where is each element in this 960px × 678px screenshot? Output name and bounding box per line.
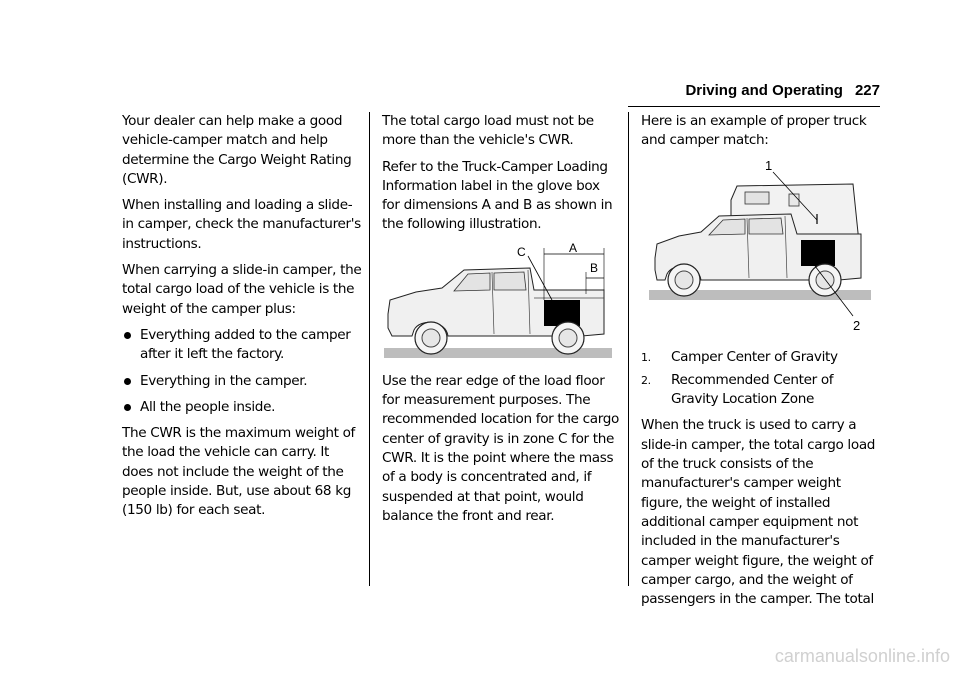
- front-wheel-hub: [422, 329, 440, 347]
- bullet-item: [122, 372, 362, 391]
- bullet-icon: [124, 378, 131, 385]
- camper-vent: [789, 194, 799, 206]
- callout-label-2: 2: [853, 317, 860, 333]
- list-item: [641, 348, 881, 367]
- callout-label-1: 1: [765, 157, 772, 173]
- column-1: [122, 112, 362, 528]
- list-number: 1.: [641, 350, 651, 364]
- column-divider-1: [369, 112, 370, 586]
- list-text: Recommended Center of Gravity Location Zone: [671, 371, 834, 408]
- paragraph: Refer to the Truck-Camper Loading Information label in the glove box for dimensions A and B as shown in the following illustration.: [382, 158, 613, 233]
- paragraph: The CWR is the maximum weight of the load the vehicle can carry. It does not include the weight of the people inside. But, use about 68 kg (150 lb) for each seat.: [122, 425, 355, 519]
- paragraph: When carrying a slide-in camper, the total cargo load of the vehicle is the weight of the camper plus:: [122, 262, 362, 317]
- truck-window: [494, 272, 526, 290]
- list-text: Camper Center of Gravity: [671, 348, 838, 365]
- rear-wheel-hub: [559, 329, 577, 347]
- paragraph: When installing and loading a slide-in camper, check the manufacturer's instructions.: [122, 197, 361, 252]
- bullet-item: [122, 398, 362, 417]
- page-number: 227: [854, 82, 880, 99]
- paragraph: Use the rear edge of the load floor for measurement purposes. The recommended location for the cargo center of gravity is in zone C for the CWR. It is the point where the mass of a body is concentrated and, if suspended at that point, would balance the front and rear.: [382, 372, 619, 524]
- bullet-text: All the people inside.: [140, 398, 276, 415]
- front-wheel-hub: [675, 271, 693, 289]
- camper-window: [745, 192, 769, 204]
- list-number: 2.: [641, 373, 651, 387]
- paragraph: Your dealer can help make a good vehicle-camper match and help determine the Cargo Weight Rating (CWR).: [122, 113, 352, 187]
- truck-dimension-illustration: [382, 242, 614, 362]
- figure-label-b: B: [590, 260, 598, 275]
- watermark: carmanualsonline.info: [774, 646, 950, 666]
- bullet-text: Everything added to the camper after it left the factory.: [140, 326, 351, 363]
- truck-window: [749, 218, 783, 234]
- column-2: [382, 112, 620, 533]
- bullet-icon: [124, 332, 131, 339]
- truck-camper-illustration: [641, 158, 873, 338]
- rear-wheel-hub: [816, 271, 834, 289]
- cog-zone: [801, 240, 835, 266]
- figure-label-a: A: [569, 241, 577, 255]
- column-3: [641, 112, 881, 616]
- list-item: [641, 371, 881, 410]
- paragraph: Here is an example of proper truck and camper match:: [641, 113, 867, 149]
- bullet-item: [122, 326, 362, 365]
- column-divider-2: [628, 112, 629, 586]
- figure-label-c: C: [517, 244, 526, 259]
- section-title: Driving and Operating: [685, 82, 843, 99]
- header-rule: [628, 106, 880, 107]
- paragraph: The total cargo load must not be more than the vehicle's CWR.: [382, 113, 594, 149]
- cargo-zone-c: [544, 300, 580, 326]
- paragraph: When the truck is used to carry a slide-in camper, the total cargo load of the truck consists of the manufacturer's camper weight figure, the weight of installed additional camper equipment not included in the manufacturer's camper weight figure, the weight of camper cargo, and the weight of passengers in the camper. The total: [641, 417, 876, 608]
- bullet-text: Everything in the camper.: [140, 372, 308, 389]
- running-header: [680, 82, 880, 99]
- bullet-icon: [124, 404, 131, 411]
